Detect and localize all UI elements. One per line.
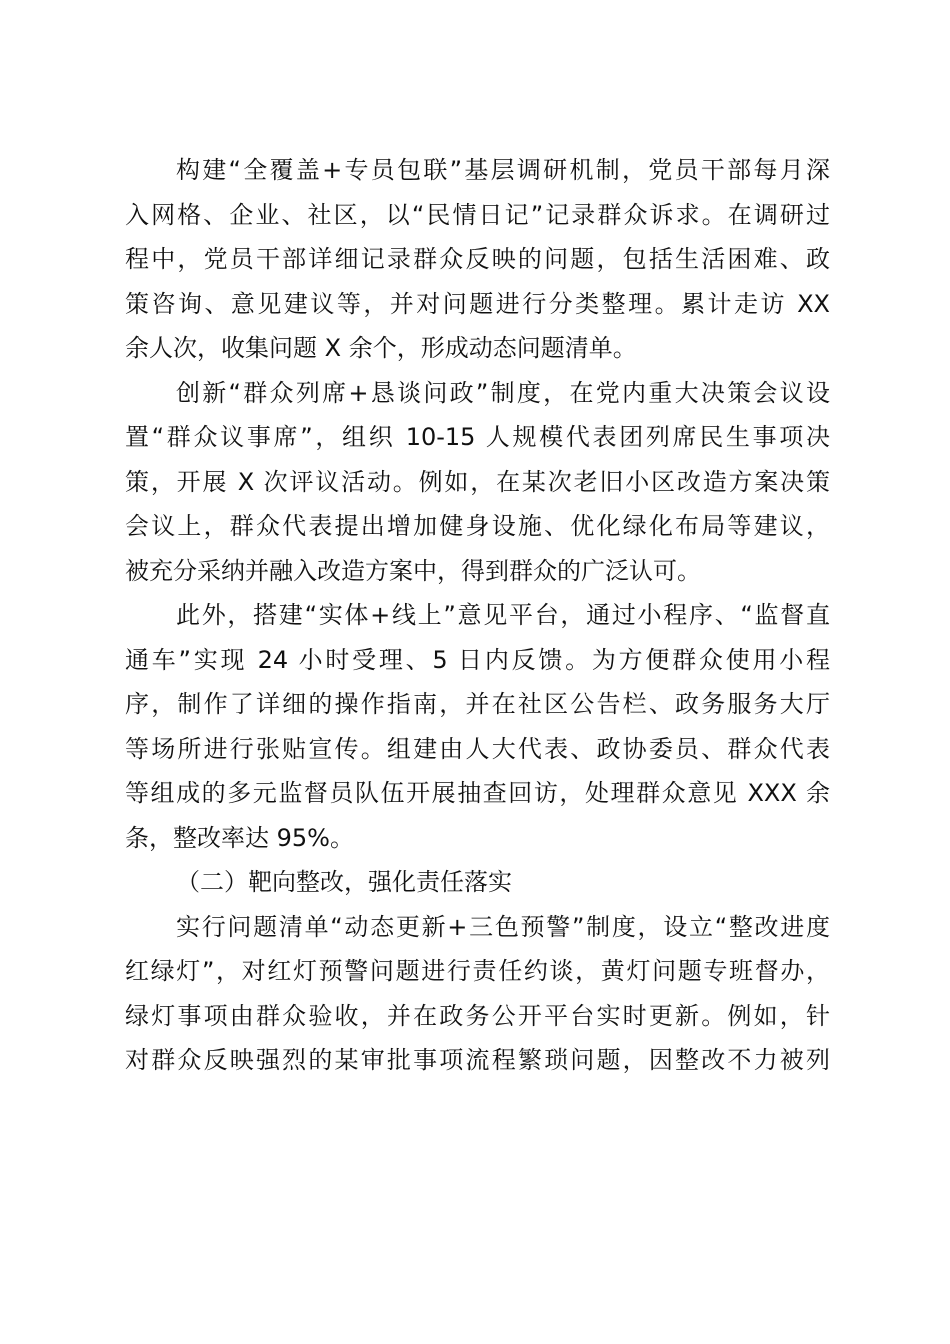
- section-heading: [125, 860, 830, 905]
- text-line: 会议上，群众代表提出增加健身设施、优化绿化布局等建议，: [125, 512, 830, 540]
- document-body: [125, 148, 830, 1083]
- text-line: 实行问题清单“动态更新+三色预警”制度，设立“整改进度: [176, 912, 830, 941]
- text-line: 通车”实现 24 小时受理、5 日内反馈。为方便群众使用小程: [125, 645, 830, 674]
- paragraph-research-mechanism: [125, 148, 830, 371]
- text-line: 对群众反映强烈的某审批事项流程繁琐问题，因整改不力被列: [125, 1046, 830, 1074]
- text-line: 条，整改率达 95%。: [125, 823, 354, 852]
- heading-text: （二）靶向整改，强化责任落实: [176, 868, 512, 896]
- text-line: 置“群众议事席”，组织 10-15 人规模代表团列席民生事项决: [125, 423, 830, 451]
- text-line: 等组成的多元监督员队伍开展抽查回访，处理群众意见 XXX 余: [125, 779, 830, 807]
- text-line: 策，开展 X 次评议活动。例如，在某次老旧小区改造方案决策: [125, 467, 830, 496]
- paragraph-feedback-platform: [125, 593, 830, 860]
- paragraph-problem-list: [125, 905, 830, 1083]
- paragraph-public-attendance: [125, 371, 830, 594]
- text-line: 构建“全覆盖+专员包联”基层调研机制，党员干部每月深: [176, 156, 830, 184]
- text-line: 入网格、企业、社区，以“民情日记”记录群众诉求。在调研过: [125, 200, 830, 229]
- text-line: 红绿灯”，对红灯预警问题进行责任约谈，黄灯问题专班督办，: [125, 957, 830, 985]
- text-line: 创新“群众列席+恳谈问政”制度，在党内重大决策会议设: [176, 378, 830, 407]
- text-line: 被充分采纳并融入改造方案中，得到群众的广泛认可。: [125, 556, 701, 585]
- text-line: 策咨询、意见建议等，并对问题进行分类整理。累计走访 XX: [125, 289, 830, 318]
- text-line: 程中，党员干部详细记录群众反映的问题，包括生活困难、政: [125, 245, 830, 273]
- text-line: 余人次，收集问题 X 余个，形成动态问题清单。: [125, 334, 637, 362]
- text-line: 绿灯事项由群众验收，并在政务公开平台实时更新。例如，针: [125, 1001, 830, 1030]
- text-line: 等场所进行张贴宣传。组建由人大代表、政协委员、群众代表: [125, 734, 830, 763]
- text-line: 此外，搭建“实体+线上”意见平台，通过小程序、“监督直: [176, 601, 830, 629]
- text-line: 序，制作了详细的操作指南，并在社区公告栏、政务服务大厅: [125, 690, 830, 718]
